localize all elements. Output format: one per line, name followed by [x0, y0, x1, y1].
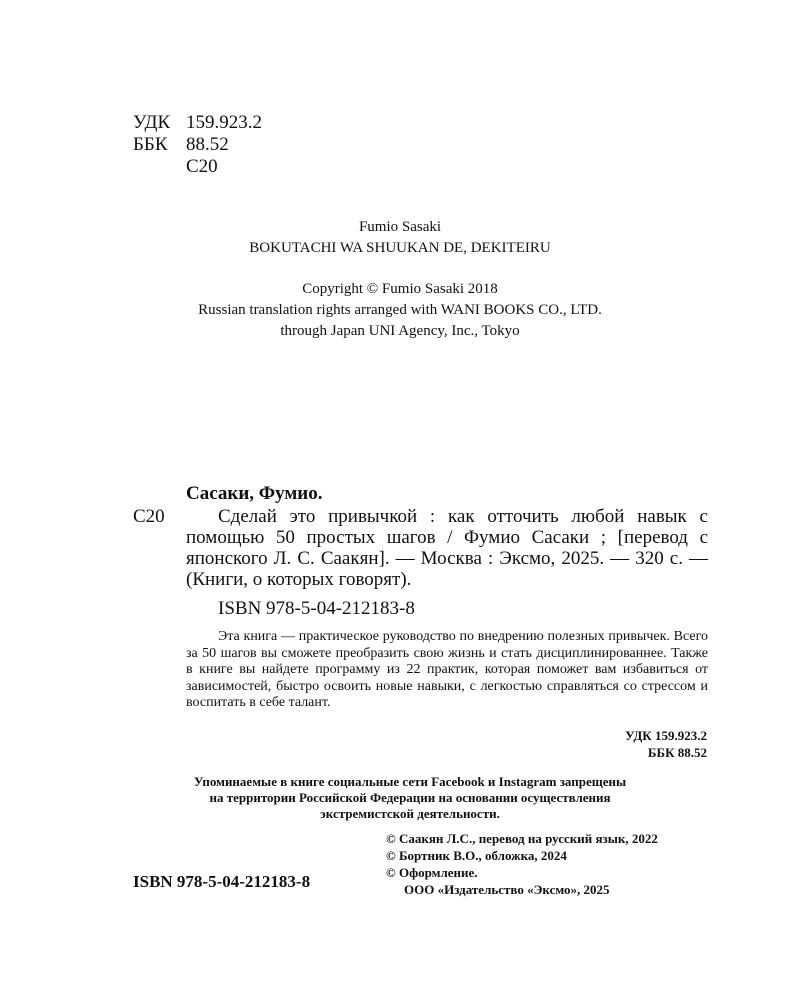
udk-label: УДК — [133, 112, 171, 133]
annotation-text: Эта книга — практическое руководство по внедрению полезных привычек. Всего за 50 шагов вы сможете преобразить свою жизнь и стать дисциплинированнее. Также в книге вы найдете программу из 22 практик, которая поможет вам избавиться от зависимостей, быстро освоить новые навыки, с легкостью справляться со стрессом и воспитать в себе талант. — [186, 629, 708, 710]
agency-line: through Japan UNI Agency, Inc., Tokyo — [280, 323, 520, 339]
annotation-udk: УДК 159.923.2 — [625, 728, 707, 743]
design-copyright: © Оформление. — [386, 865, 478, 880]
bbk-label: ББК — [133, 134, 168, 155]
warning-line-2: на территории Российской Федерации на основании осуществления — [209, 790, 611, 805]
author-heading: Сасаки, Фумио. — [186, 483, 323, 504]
original-title: BOKUTACHI WA SHUUKAN DE, DEKITEIRU — [249, 240, 551, 256]
author-mark: С20 — [133, 506, 165, 527]
publisher-copyright: ООО «Издательство «Эксмо», 2025 — [404, 882, 610, 897]
translation-copyright: © Саакян Л.С., перевод на русский язык, 2022 — [386, 831, 658, 846]
warning-line-1: Упоминаемые в книге социальные сети Facebook и Instagram запрещены — [193, 774, 627, 789]
original-author: Fumio Sasaki — [358, 219, 442, 235]
isbn-bottom: ISBN 978-5-04-212183-8 — [133, 872, 311, 891]
copyright-line: Copyright © Fumio Sasaki 2018 — [302, 281, 498, 297]
bbk-value: 88.52 — [186, 134, 229, 155]
warning-line-3: экстремистской деятельности. — [320, 806, 500, 821]
bibliographic-description: Сделай это привычкой : как отточить любой навык с помощью 50 простых шагов / Фумио Сасаки ; [перевод с японского Л. С. Саакян]. — Москва : Эксмо, 2025. — 320 с. — (Книги, о которых говорят). — [186, 506, 708, 590]
isbn-record: ISBN 978-5-04-212183-8 — [218, 598, 415, 619]
udk-value: 159.923.2 — [186, 112, 262, 133]
annotation-bbk: ББК 88.52 — [647, 745, 707, 760]
cover-copyright: © Бортник В.О., обложка, 2024 — [386, 848, 567, 863]
author-mark-top: С20 — [186, 156, 218, 177]
translation-rights-line: Russian translation rights arranged with WANI BOOKS CO., LTD. — [198, 302, 602, 318]
